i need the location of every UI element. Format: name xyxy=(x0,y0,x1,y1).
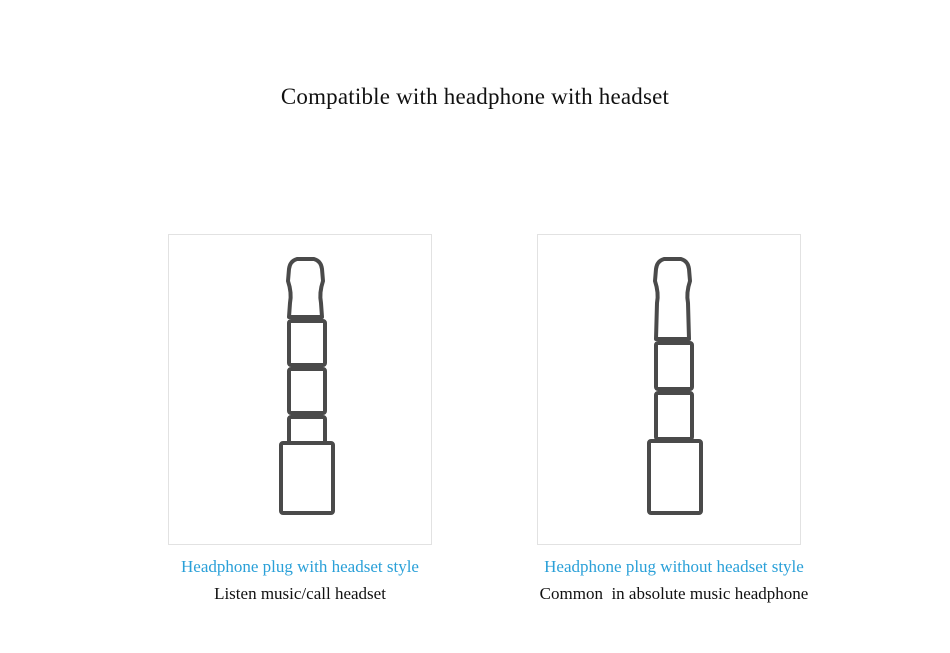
caption-subtitle: Listen music/call headset xyxy=(214,584,386,603)
plug-base xyxy=(281,443,333,513)
caption-no-headset xyxy=(494,556,854,605)
plug-card-no-headset xyxy=(537,234,801,545)
plug-sleeve xyxy=(656,393,692,439)
caption-subtitle: Common in absolute music headphone xyxy=(539,584,809,603)
plug-ring-1 xyxy=(656,343,692,389)
page-title: Compatible with headphone with headset xyxy=(280,84,670,109)
plug-base xyxy=(649,441,701,513)
three-pole-plug-icon xyxy=(538,235,802,546)
caption-title: Headphone plug with headset style xyxy=(181,557,419,576)
plug-tip xyxy=(288,259,323,317)
caption-headset xyxy=(120,556,480,605)
plug-sleeve xyxy=(289,417,325,443)
four-pole-plug-icon xyxy=(169,235,433,546)
plug-ring-1 xyxy=(289,321,325,365)
plug-ring-2 xyxy=(289,369,325,413)
plug-card-headset xyxy=(168,234,432,545)
plug-tip xyxy=(655,259,690,339)
caption-title: Headphone plug without headset style xyxy=(544,557,804,576)
